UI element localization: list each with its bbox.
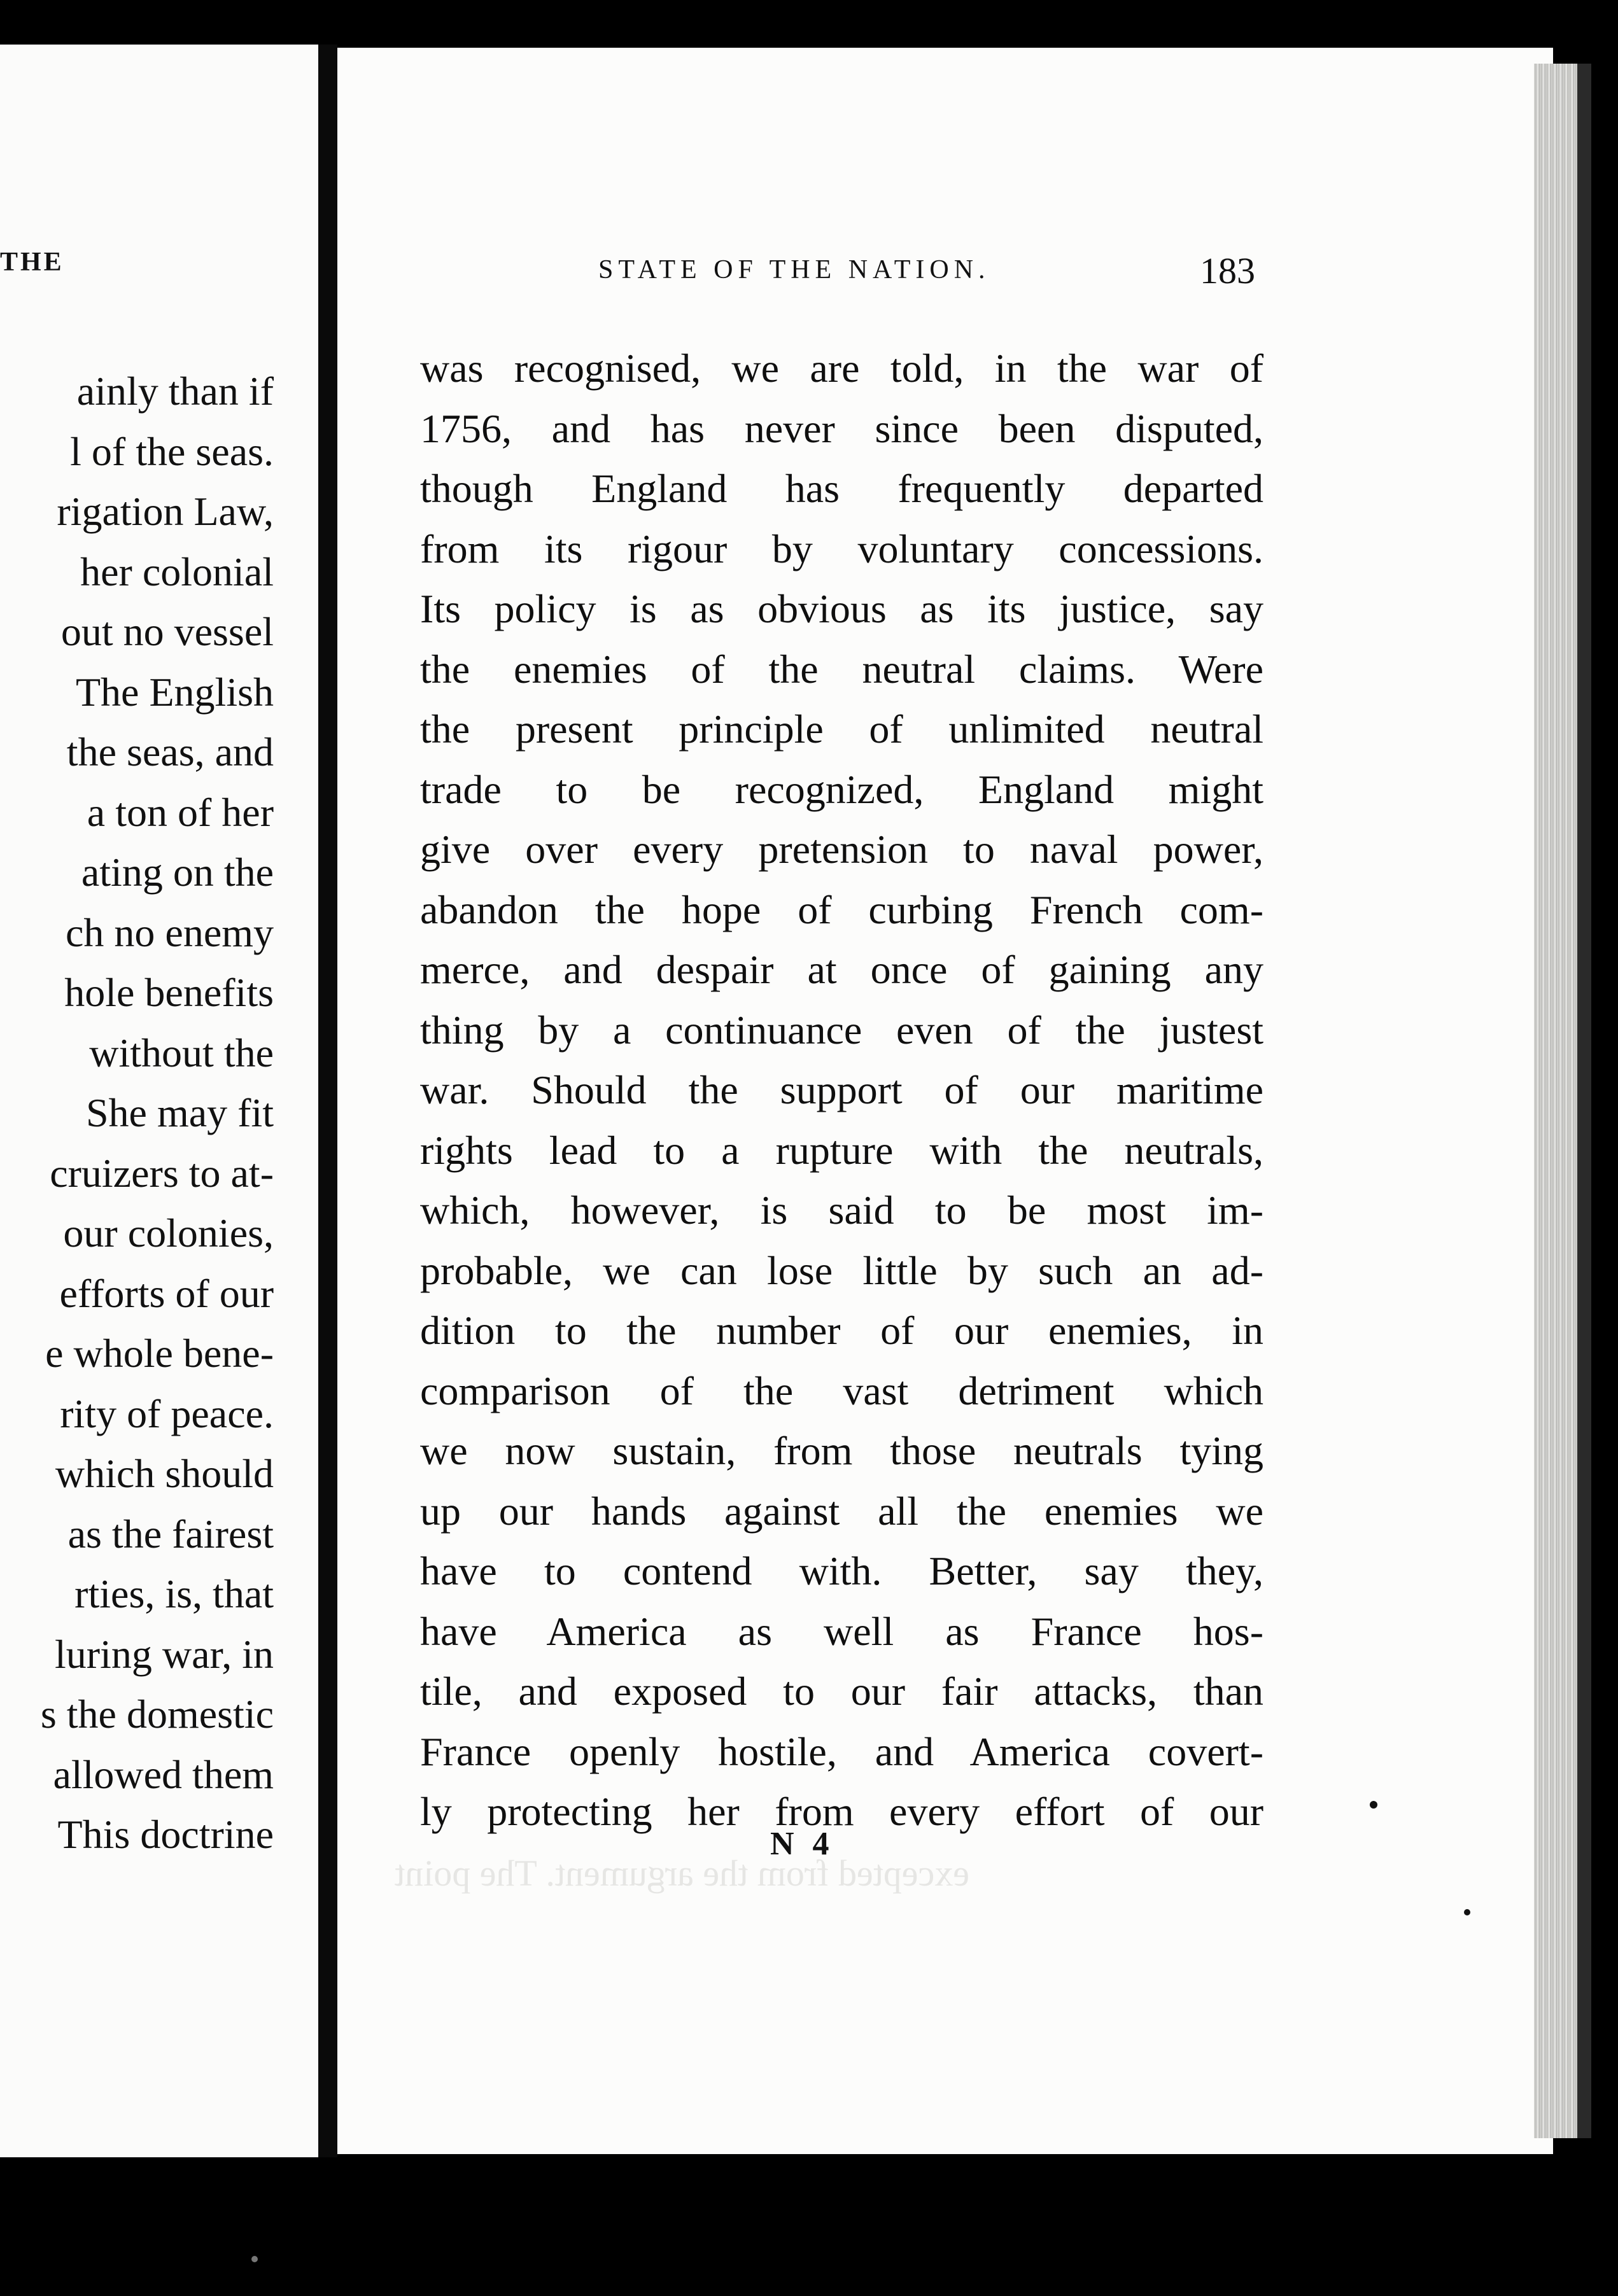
- text-line: ch no enemy: [66, 909, 274, 955]
- text-line: ating on the: [81, 850, 274, 895]
- text-line: s the domestic: [40, 1691, 274, 1737]
- page-edges-shadow: [1577, 64, 1591, 2138]
- text-line: 1756, and has never since been disputed,: [420, 405, 1263, 451]
- book-gutter: [318, 45, 337, 2157]
- text-line: without the: [89, 1030, 274, 1075]
- text-line: cruizers to at-: [50, 1150, 274, 1196]
- text-line: ainly than if: [76, 368, 274, 414]
- text-line: rigation Law,: [57, 489, 274, 534]
- text-line: The English: [75, 669, 274, 715]
- text-line: though England has frequently departed: [420, 466, 1263, 511]
- text-line: a ton of her: [87, 789, 274, 835]
- text-line: allowed them: [53, 1751, 274, 1797]
- text-line: the seas, and: [66, 729, 274, 774]
- text-line: abandon the hope of curbing French com-: [420, 886, 1263, 932]
- dust-speck: [251, 2256, 258, 2262]
- text-line: merce, and despair at once of gaining any: [420, 947, 1263, 992]
- text-line: give over every pretension to naval power,: [420, 827, 1263, 872]
- left-page: [0, 45, 323, 2157]
- text-line: thing by a continuance even of the justest: [420, 1007, 1263, 1053]
- printer-signature: N 4: [770, 1826, 834, 1862]
- left-running-head: THE: [0, 248, 64, 277]
- dust-speck: [1370, 1801, 1377, 1809]
- text-line: l of the seas.: [70, 428, 274, 474]
- running-head: STATE OF THE NATION.: [598, 255, 990, 284]
- text-line: which, however, is said to be most im-: [420, 1187, 1263, 1233]
- text-line: was recognised, we are told, in the war of: [420, 346, 1263, 391]
- text-line: Its policy is as obvious as its justice, say: [420, 586, 1263, 631]
- text-line: our colonies,: [63, 1210, 274, 1256]
- left-page-text: [0, 361, 274, 1865]
- text-line: which should: [55, 1451, 274, 1496]
- text-line: from its rigour by voluntary concessions.: [420, 526, 1263, 571]
- page-edges: [1534, 64, 1577, 2138]
- text-line: as the fairest: [67, 1511, 274, 1557]
- text-line: luring war, in: [54, 1631, 274, 1677]
- text-line: we now sustain, from those neutrals tying: [420, 1428, 1263, 1473]
- text-line: out no vessel: [60, 609, 274, 654]
- text-line: have to contend with. Better, say they,: [420, 1548, 1263, 1593]
- page-body-text: [420, 339, 1263, 1842]
- text-line: rights lead to a rupture with the neutrals,: [420, 1127, 1263, 1173]
- text-line: efforts of our: [59, 1270, 274, 1316]
- dust-speck: [1464, 1909, 1470, 1915]
- text-line: tile, and exposed to our fair attacks, than: [420, 1669, 1263, 1714]
- text-line: rties, is, that: [74, 1571, 274, 1616]
- text-line: war. Should the support of our maritime: [420, 1067, 1263, 1112]
- text-line: trade to be recognized, England might: [420, 766, 1263, 812]
- text-line: her colonial: [80, 549, 274, 594]
- text-line: This doctrine: [57, 1812, 274, 1857]
- text-line: have America as well as France hos-: [420, 1608, 1263, 1654]
- text-line: She may fit: [85, 1090, 274, 1135]
- text-line: comparison of the vast detriment which: [420, 1368, 1263, 1413]
- text-line: probable, we can lose little by such an ad-: [420, 1247, 1263, 1293]
- text-line: the enemies of the neutral claims. Were: [420, 646, 1263, 692]
- text-line: rity of peace.: [60, 1390, 274, 1436]
- text-line: the present principle of unlimited neutral: [420, 706, 1263, 752]
- text-line: ly protecting her from every effort of our: [420, 1789, 1263, 1834]
- text-line: hole benefits: [64, 970, 274, 1015]
- show-through-text: excepted from the argument. The point: [395, 1852, 970, 1894]
- text-line: France openly hostile, and America covert-: [420, 1728, 1263, 1774]
- text-line: e whole bene-: [45, 1331, 274, 1376]
- text-line: dition to the number of our enemies, in: [420, 1308, 1263, 1353]
- page-number: 183: [1200, 250, 1255, 291]
- text-line: up our hands against all the enemies we: [420, 1488, 1263, 1534]
